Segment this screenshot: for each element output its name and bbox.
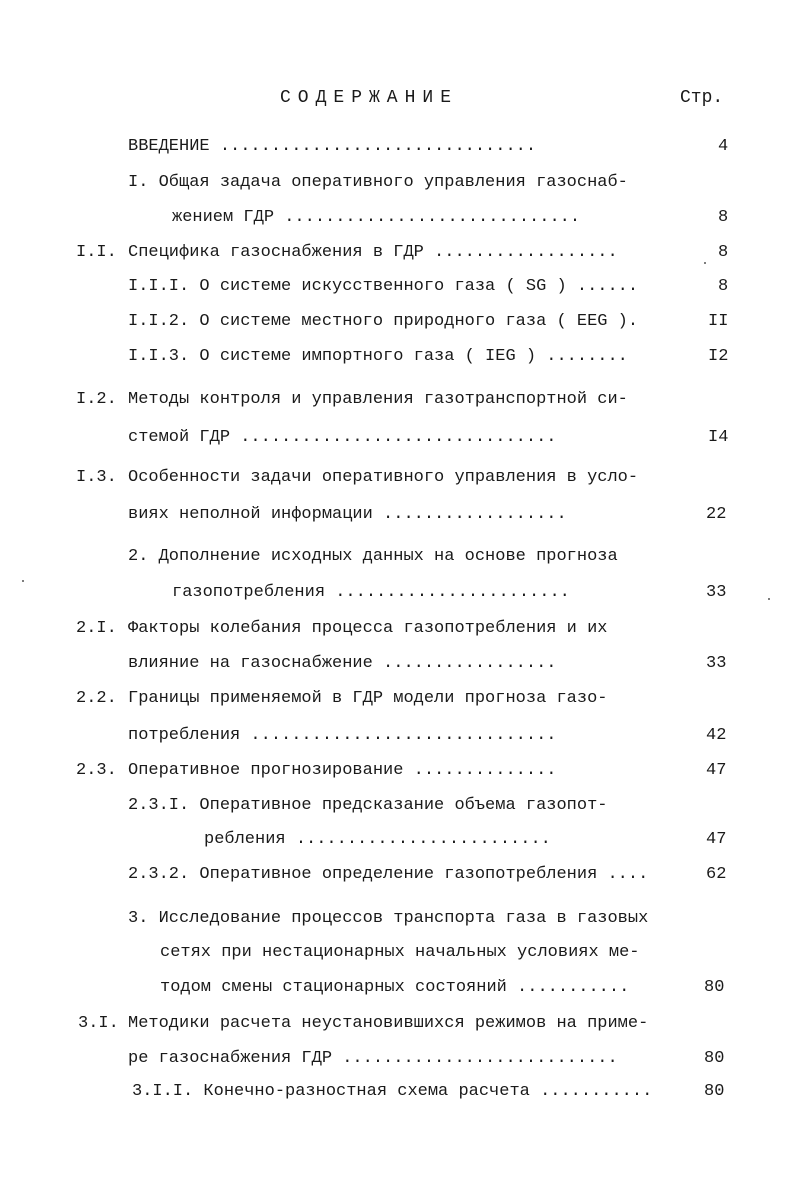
toc-entry-text: 2.3.I. Оперативное предсказание объема газопот- (128, 796, 608, 815)
toc-entry-page: 22 (706, 505, 727, 524)
toc-entry-text: 3. Исследование процессов транспорта газа в газовых (128, 909, 649, 928)
toc-entry-text: Методы контроля и управления газотранспортной си- (128, 390, 628, 409)
toc-entry-page: I2 (708, 347, 729, 366)
toc-entry-page: I4 (708, 428, 729, 447)
toc-entry-number: 2.3. (76, 761, 117, 780)
page-column-label: Стр. (680, 88, 724, 108)
toc-entry-number: 2.I. (76, 619, 117, 638)
toc-entry-text: Особенности задачи оперативного управления в усло- (128, 468, 639, 487)
toc-entry-text: потребления .............................. (128, 726, 557, 745)
toc-entry-text: Границы применяемой в ГДР модели прогноза газо- (128, 689, 608, 708)
toc-entry-text: ВВЕДЕНИЕ ............................... (128, 137, 537, 156)
toc-entry-text: жением ГДР ............................. (172, 208, 581, 227)
toc-entry-number: 3.I. (78, 1014, 119, 1033)
toc-entry-text: I.I.I. О системе искусственного газа ( SG ) ...... (128, 277, 639, 296)
toc-entry-text: ре газоснабжения ГДР ........................... (128, 1049, 618, 1068)
toc-entry-text: I.I.3. О системе импортного газа ( IEG ) ........ (128, 347, 628, 366)
scan-speck (704, 262, 706, 264)
toc-entry-text: Методики расчета неустановившихся режимов на приме- (128, 1014, 649, 1033)
toc-entry-text: сетях при нестационарных начальных условиях ме- (160, 943, 640, 962)
scan-speck (768, 598, 770, 600)
toc-entry-text: 3.I.I. Конечно-разностная схема расчета ........... (132, 1082, 653, 1101)
toc-entry-text: Факторы колебания процесса газопотребления и их (128, 619, 608, 638)
toc-entry-page: 33 (706, 654, 727, 673)
toc-entry-text: Специфика газоснабжения в ГДР .................. (128, 243, 618, 262)
toc-entry-page: 8 (718, 243, 729, 262)
toc-entry-text: I.I.2. О системе местного природного газа ( EEG ). (128, 312, 639, 331)
toc-entry-page: 33 (706, 583, 727, 602)
toc-entry-page: 80 (704, 1049, 725, 1068)
toc-entry-text: Оперативное прогнозирование .............. (128, 761, 557, 780)
toc-entry-text: влияние на газоснабжение ................. (128, 654, 557, 673)
toc-entry-text: виях неполной информации .................. (128, 505, 567, 524)
toc-entry-page: 80 (704, 978, 725, 997)
toc-entry-page: 47 (706, 761, 727, 780)
toc-entry-text: 2.3.2. Оперативное определение газопотребления .... (128, 865, 649, 884)
toc-entry-text: газопотребления ....................... (172, 583, 570, 602)
toc-entry-text: I. Общая задача оперативного управления газоснаб- (128, 173, 628, 192)
toc-entry-number: I.3. (76, 468, 117, 487)
toc-entry-page: II (708, 312, 729, 331)
toc-entry-text: стемой ГДР ............................... (128, 428, 557, 447)
toc-entry-number: I.I. (76, 243, 117, 262)
toc-entry-text: ребления ......................... (204, 830, 551, 849)
toc-entry-page: 42 (706, 726, 727, 745)
scan-speck (22, 580, 24, 582)
toc-entry-page: 62 (706, 865, 727, 884)
toc-entry-number: 2.2. (76, 689, 117, 708)
toc-entry-page: 47 (706, 830, 727, 849)
toc-entry-text: тодом смены стационарных состояний ........... (160, 978, 630, 997)
page-title: СОДЕРЖАНИЕ (280, 88, 459, 108)
toc-entry-number: I.2. (76, 390, 117, 409)
toc-entry-page: 8 (718, 277, 729, 296)
toc-entry-page: 80 (704, 1082, 725, 1101)
toc-entry-page: 4 (718, 137, 729, 156)
toc-entry-text: 2. Дополнение исходных данных на основе прогноза (128, 547, 618, 566)
toc-entry-page: 8 (718, 208, 729, 227)
